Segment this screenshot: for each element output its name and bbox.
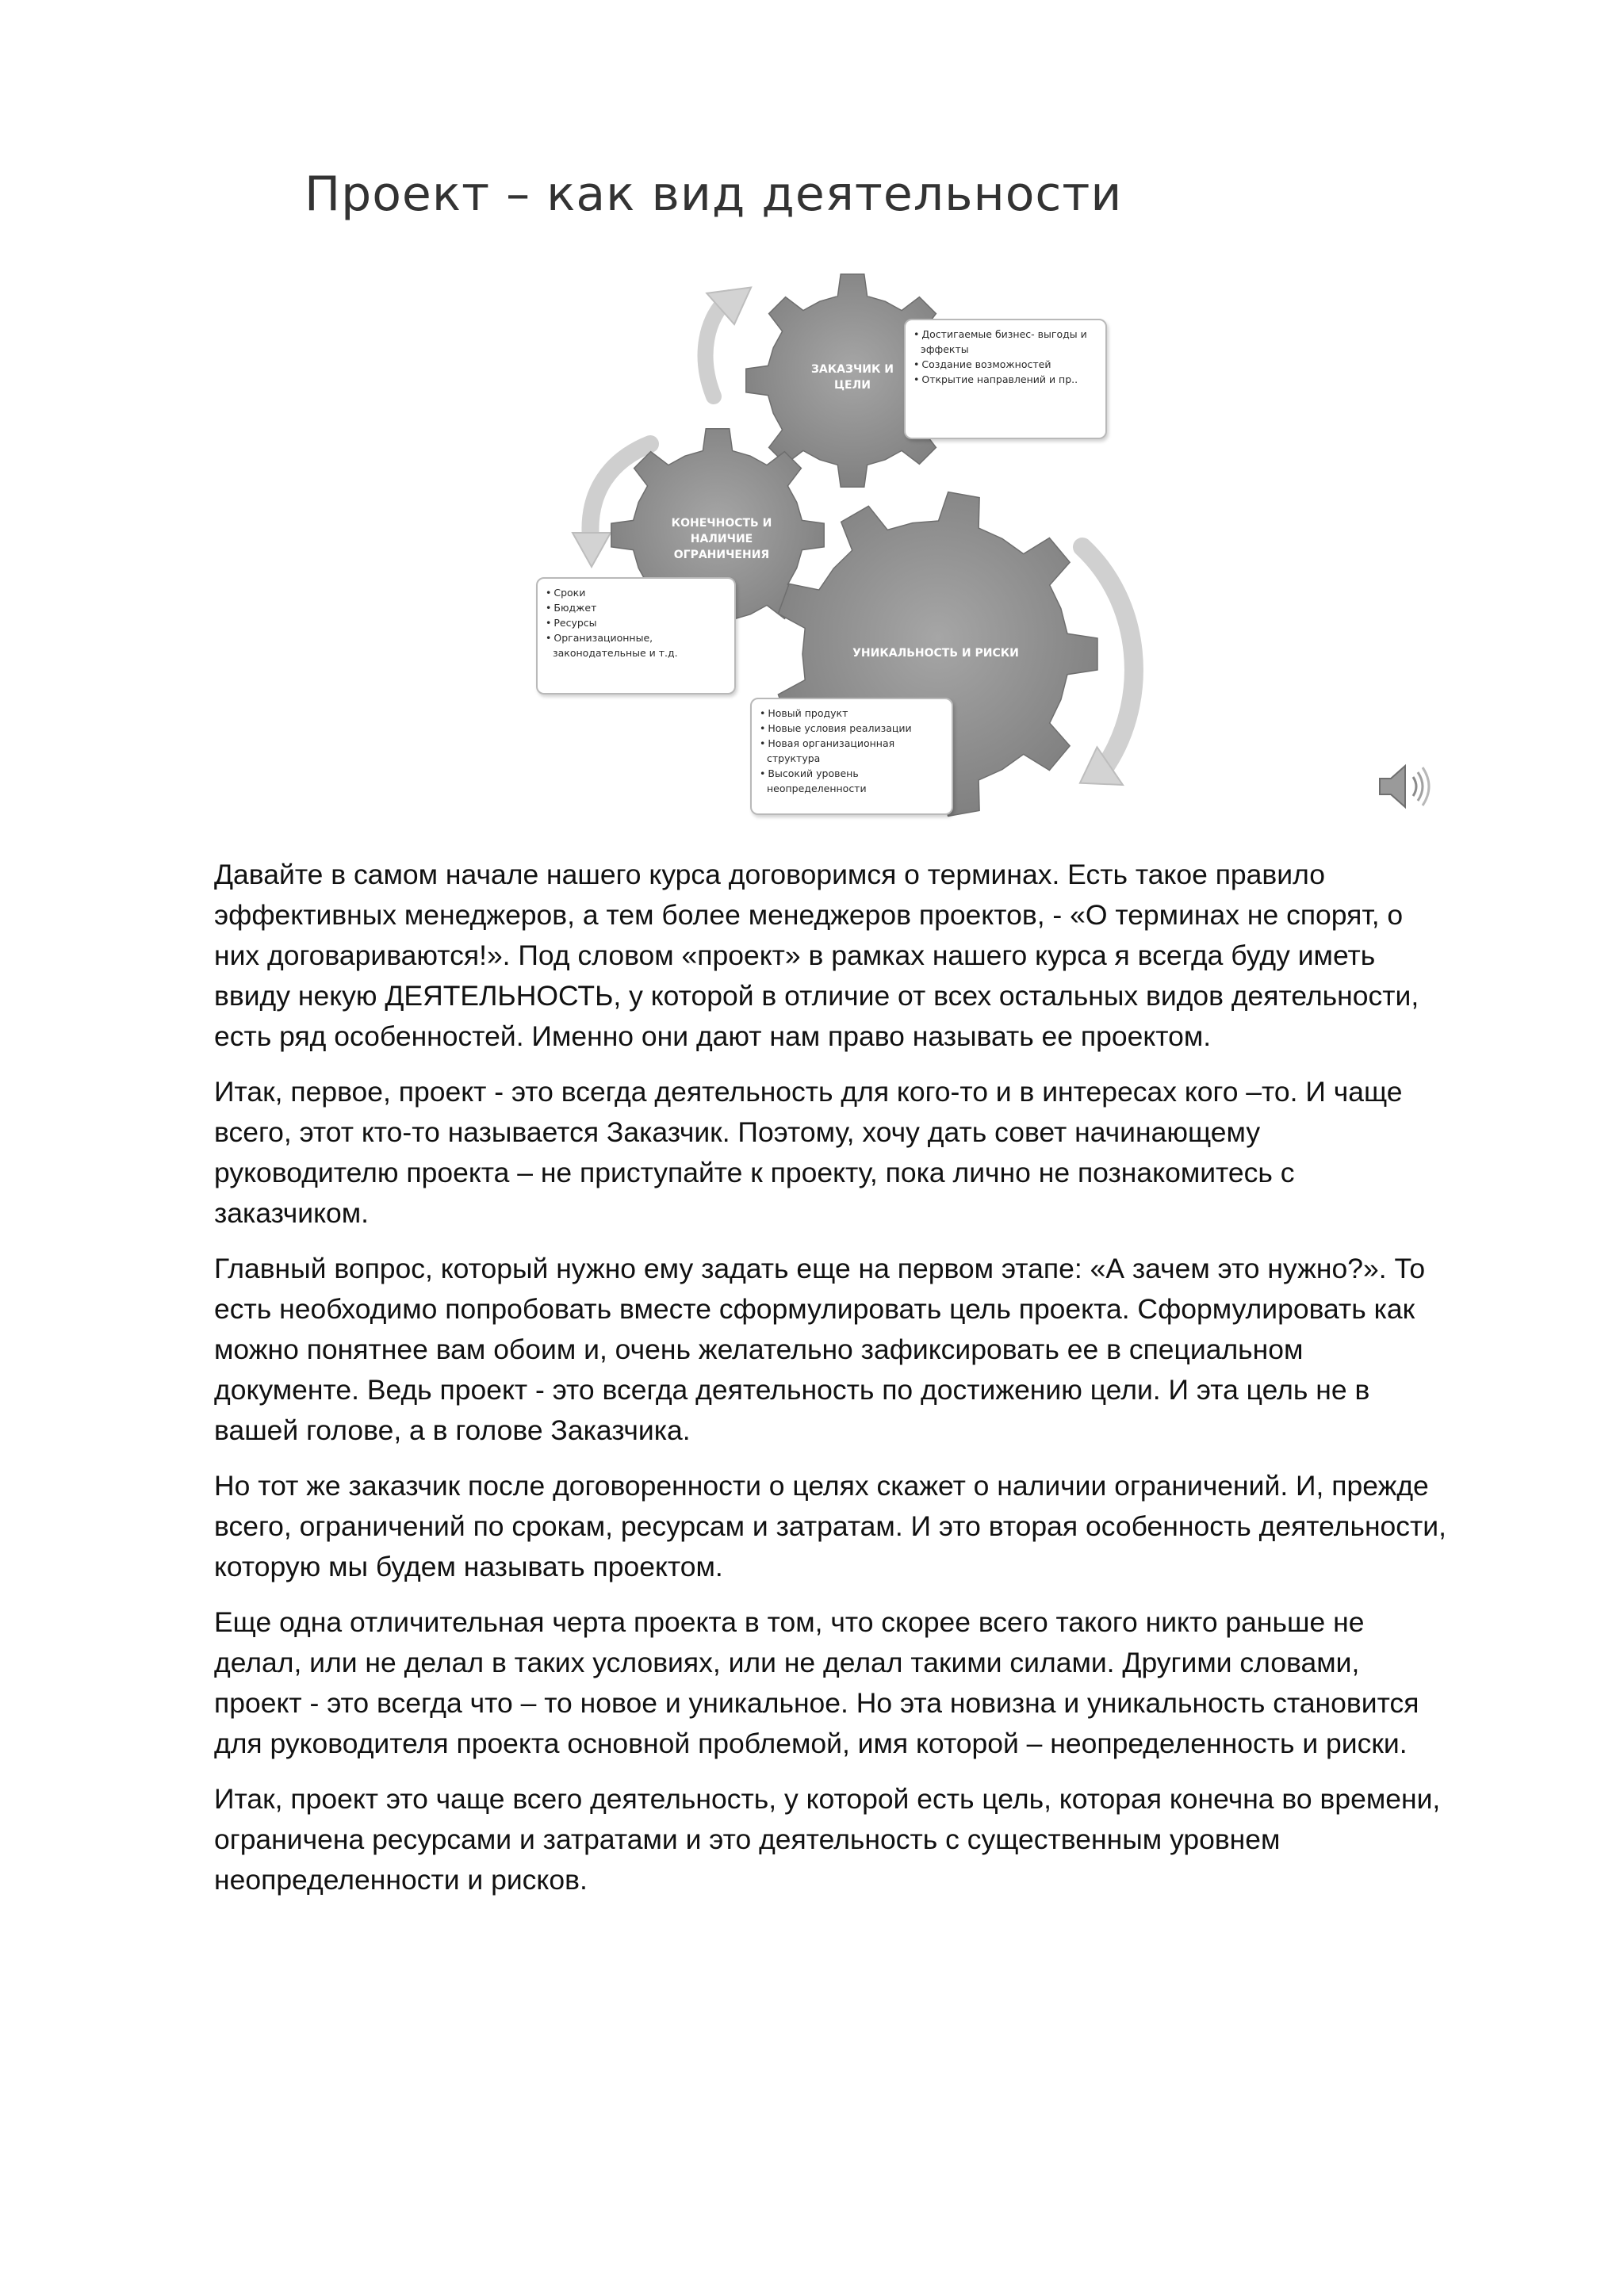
callout-unique-item: • Новая организационная структура [760, 736, 944, 766]
cycle-arrow-right [1077, 547, 1133, 802]
callout-unique-item: • Новый продукт [760, 706, 944, 721]
article-body [214, 855, 1451, 1915]
callout-limits [536, 577, 736, 695]
paragraph: Итак, проект это чаще всего деятельность, у которой есть цель, которая конечна во времени, ограничена ресурсами и затратами и это деятельность с существенным уровнем неопределенности и рисков. [214, 1783, 1441, 1896]
callout-limits-item: • Бюджет [546, 600, 726, 615]
callout-goals [904, 319, 1107, 439]
callout-limits-item: • Ресурсы [546, 615, 726, 630]
callout-unique [750, 698, 953, 815]
callout-unique-item: • Новые условия реализации [760, 721, 944, 736]
paragraph: Главный вопрос, который нужно ему задать еще на первом этапе: «А зачем это нужно?». То есть необходимо попробовать вместе сформулировать цель проекта. Сформулировать как можно понятнее вам обоим и, очень желательно зафиксировать ее в специальном документе. Ведь проект - это всегда деятельность по достижению цели. И эта цель не в вашей голове, а в голове Заказчика. [214, 1253, 1426, 1446]
speaker-icon[interactable] [1372, 755, 1435, 818]
gear-label-unique: УНИКАЛЬНОСТЬ И РИСКИ [852, 647, 1019, 660]
paragraph: Давайте в самом начале нашего курса договоримся о терминах. Есть такое правило эффективных менеджеров, а тем более менеджеров проектов, - «О терминах не спорят, о них договариваются!». Под словом «проект» в рамках нашего курса я всегда буду иметь ввиду некую ДЕЯТЕЛЬНОСТЬ, у которой в отличие от всех остальных видов деятельности, есть ряд особенностей. Именно они дают нам право называть ее проектом. [214, 859, 1419, 1052]
paragraph: Но тот же заказчик после договоренности о целях скажет о наличии ограничений. И, прежде всего, ограничений по срокам, ресурсам и затратам. И это вторая особенность деятельности, которую мы будем называть проектом. [214, 1470, 1446, 1582]
paragraph: Итак, первое, проект - это всегда деятельность для кого-то и в интересах кого –то. И чаще всего, этот кто-то называется Заказчик. Поэтому, хочу дать совет начинающему руководителю проекта – не приступайте к проекту, пока лично не познакомитесь с заказчиком. [214, 1076, 1403, 1229]
callout-goals-item: • Достигаемые бизнес- выгоды и эффекты [914, 327, 1097, 357]
callout-goals-item: • Создание возможностей [914, 357, 1097, 372]
gear-label-limits: КОНЕЧНОСТЬ И НАЛИЧИЕ ОГРАНИЧЕНИЯ [671, 517, 772, 561]
gear-label-goals: ЗАКАЗЧИК И ЦЕЛИ [810, 363, 894, 392]
callout-limits-item: • Организационные, законодательные и т.д. [546, 630, 726, 660]
callout-goals-item: • Открытие направлений и пр.. [914, 372, 1097, 387]
callout-unique-item: • Высокий уровень неопределенности [760, 766, 944, 796]
slide-title: Проект – как вид деятельности [304, 166, 1123, 222]
callout-limits-item: • Сроки [546, 585, 726, 600]
paragraph: Еще одна отличительная черта проекта в том, что скорее всего такого никто раньше не делал, или не делал в таких условиях, или не делал такими силами. Другими словами, проект - это всегда что – то новое и уникальное. Но эта новизна и уникальность становится для руководителя проекта основной проблемой, имя которой – неопределенность и риски. [214, 1606, 1419, 1759]
